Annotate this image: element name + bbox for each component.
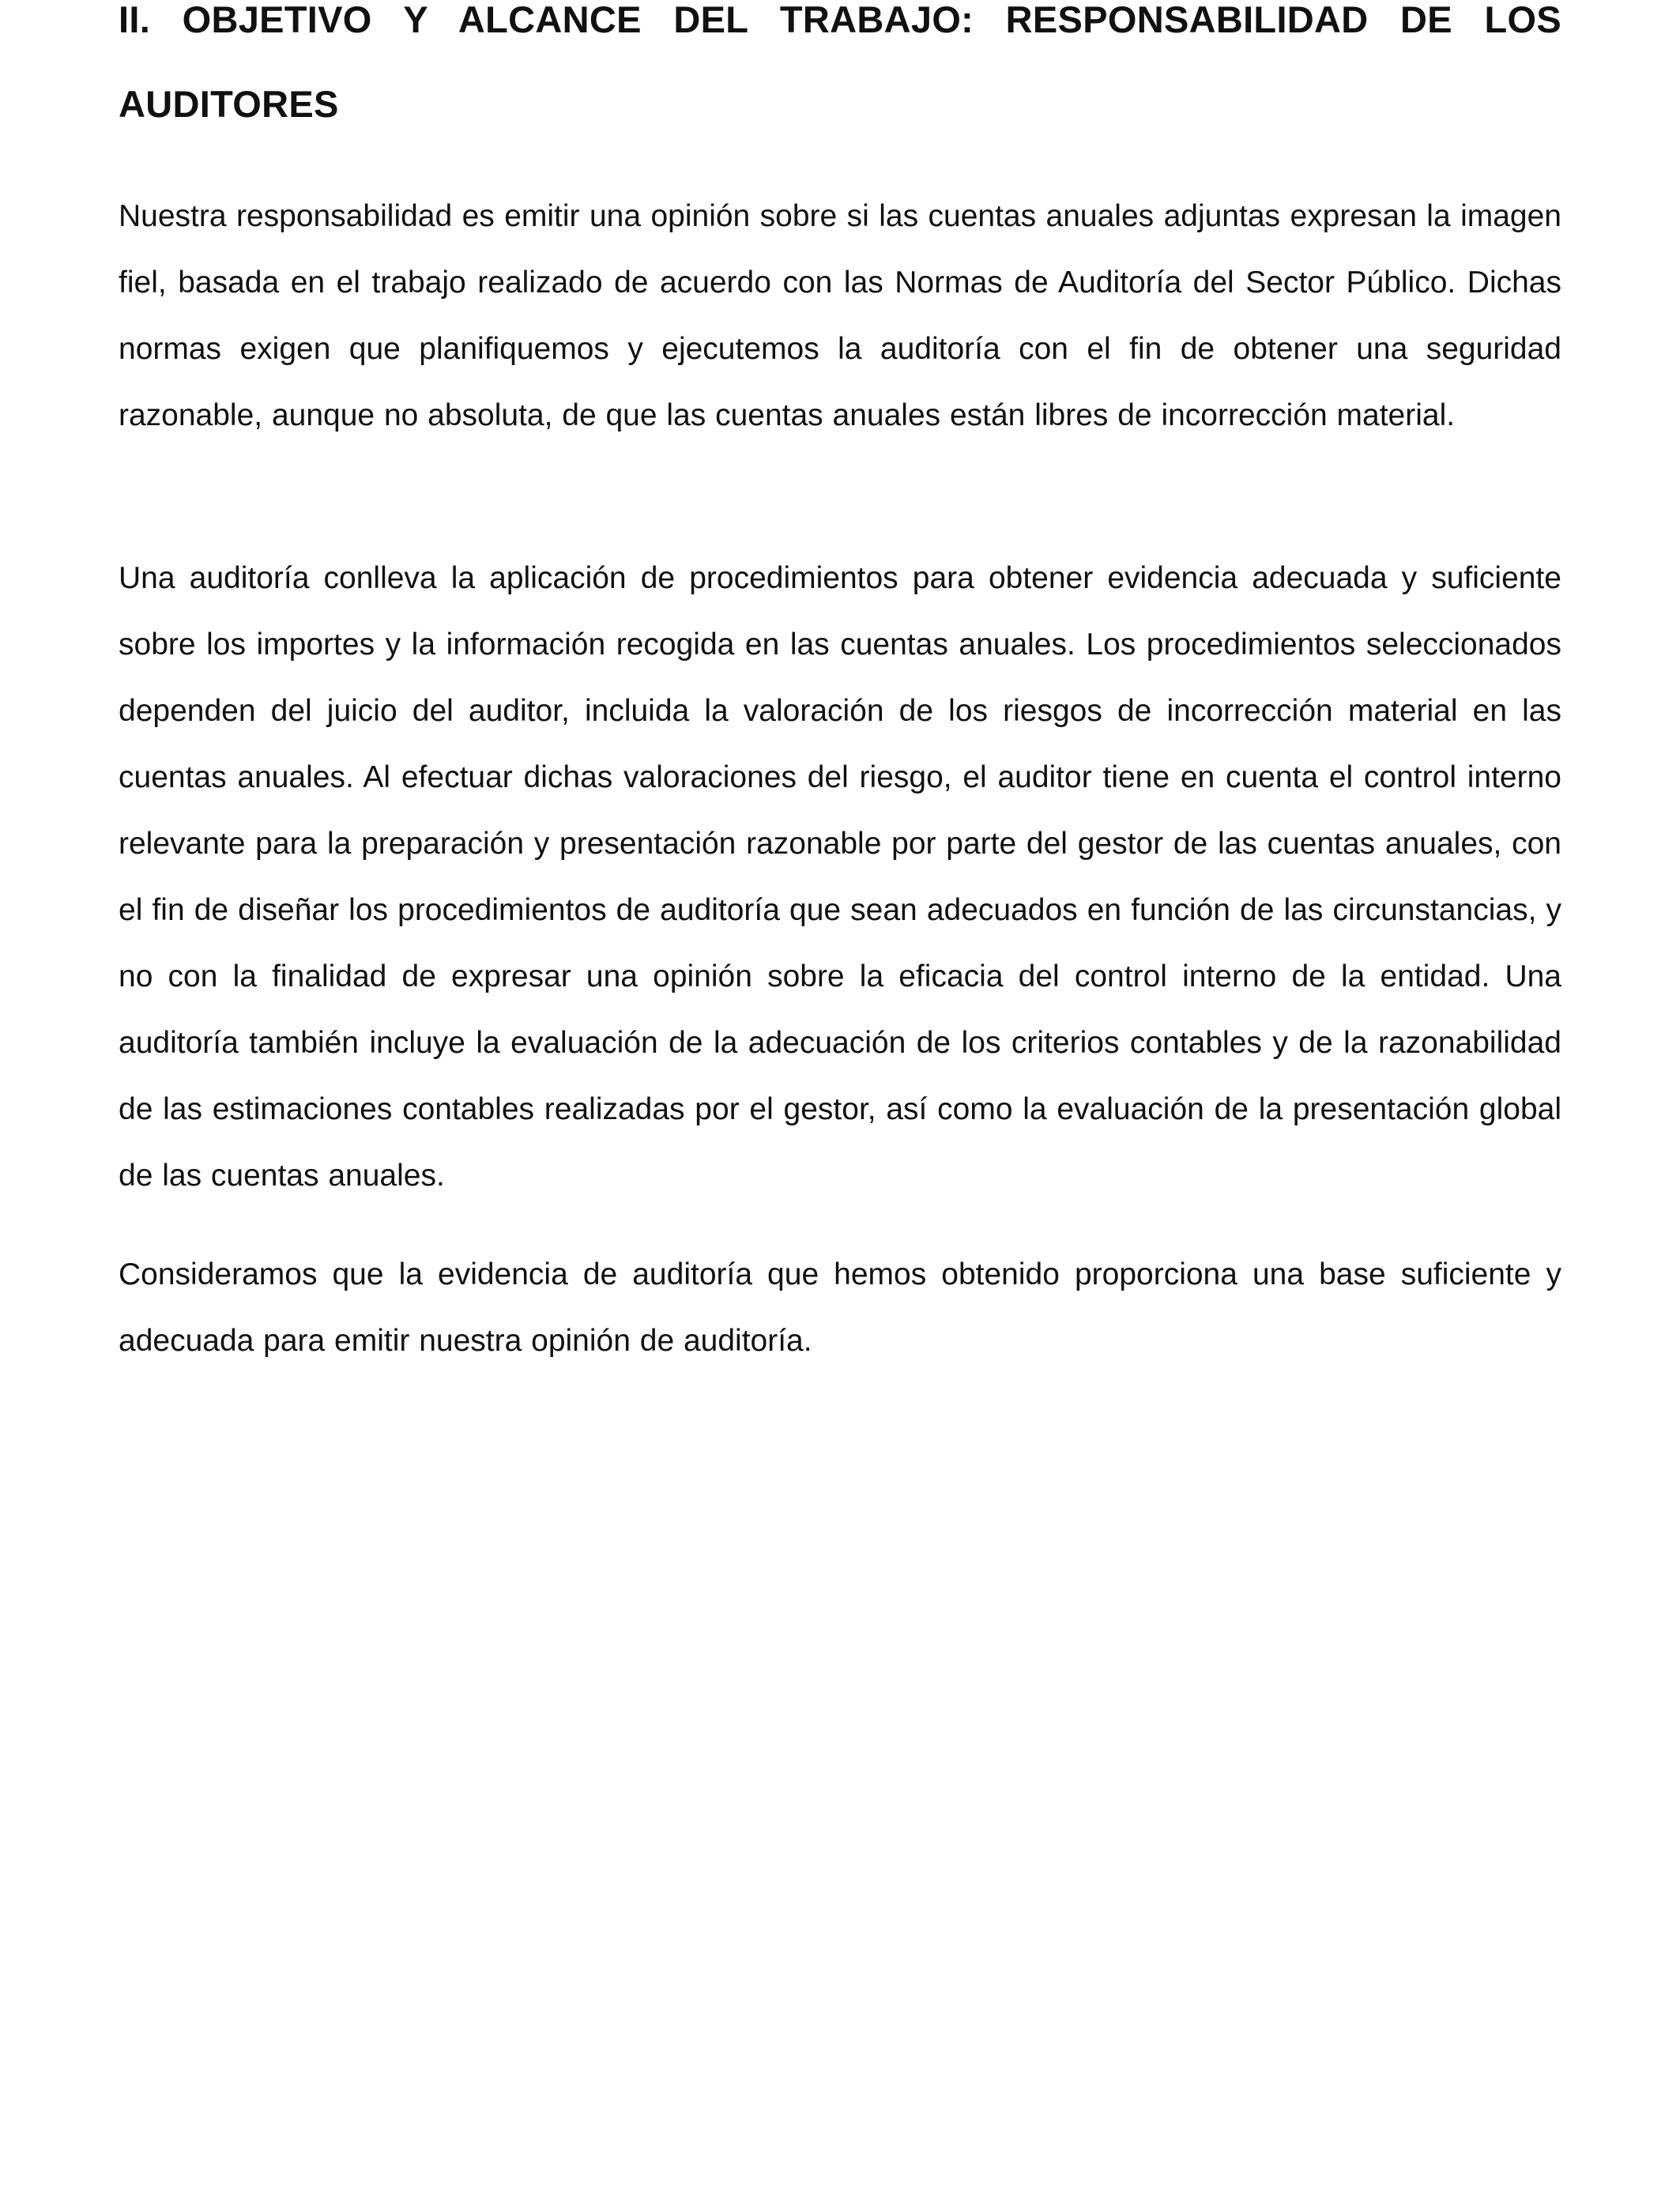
section-heading: II. OBJETIVO Y ALCANCE DEL TRABAJO: RESPONSABILIDAD DE LOS AUDITORES xyxy=(119,0,1561,125)
paragraph-responsibility: Nuestra responsabilidad es emitir una opinión sobre si las cuentas anuales adjuntas expresan la imagen fiel, basada en el trabajo realizado de acuerdo con las Normas de Auditoría del Sector Público. Dichas normas exigen que planifiquemos y ejecutemos la auditoría con el fin de obtener una seguridad razonable, aunque no absoluta, de que las cuentas anuales están libres de incorrección material. xyxy=(119,199,1561,432)
paragraph-conclusion: Consideramos que la evidencia de auditoría que hemos obtenido proporciona una base suficiente y adecuada para emitir nuestra opinión de auditoría. xyxy=(119,1257,1561,1358)
document-page xyxy=(119,0,1561,1358)
paragraph-audit-procedures: Una auditoría conlleva la aplicación de procedimientos para obtener evidencia adecuada y suficiente sobre los importes y la información recogida en las cuentas anuales. Los procedimientos seleccionados dependen del juicio del auditor, incluida la valoración de los riesgos de incorrección material en las cuentas anuales. Al efectuar dichas valoraciones del riesgo, el auditor tiene en cuenta el control interno relevante para la preparación y presentación razonable por parte del gestor de las cuentas anuales, con el fin de diseñar los procedimientos de auditoría que sean adecuados en función de las circunstancias, y no con la finalidad de expresar una opinión sobre la eficacia del control interno de la entidad. Una auditoría también incluye la evaluación de la adecuación de los criterios contables y de la razonabilidad de las estimaciones contables realizadas por el gestor, así como la evaluación de la presentación global de las cuentas anuales. xyxy=(119,561,1561,1193)
